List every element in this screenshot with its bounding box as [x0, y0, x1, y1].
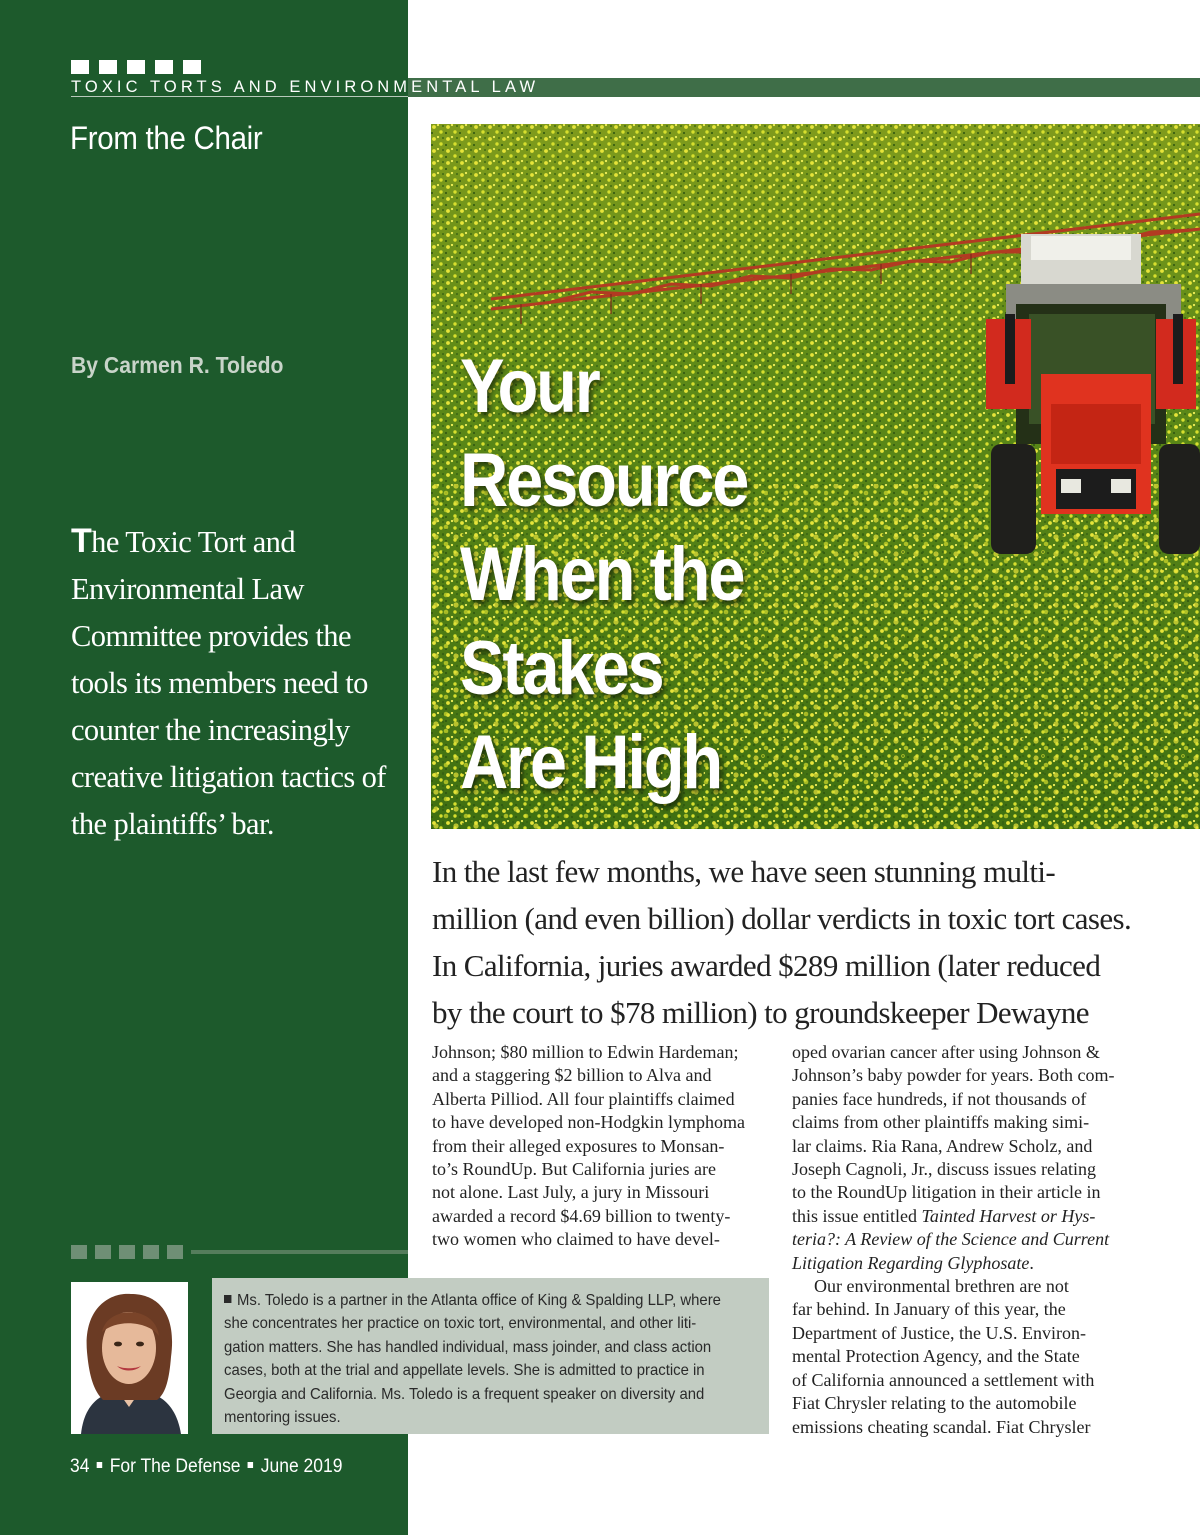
body-line: to the RoundUp litigation in their article in: [792, 1182, 1101, 1203]
headline-line: Your: [460, 344, 599, 429]
body-line: oped ovarian cancer after using Johnson &: [792, 1042, 1100, 1062]
separator-square-icon: [97, 1462, 103, 1468]
body-line: Department of Justice, the U.S. Environ-: [792, 1322, 1086, 1343]
body-line: not alone. Last July, a jury in Missouri: [432, 1182, 710, 1203]
article-title: Litigation Regarding Glyphosate: [792, 1252, 1030, 1273]
article-title: Tainted Harvest or Hys-: [921, 1205, 1096, 1226]
body-text: .: [1029, 1252, 1034, 1273]
body-line: from their alleged exposures to Monsan-: [432, 1135, 725, 1156]
article-title: teria?: A Review of the Science and Current: [792, 1229, 1110, 1250]
body-line: of California announced a settlement with: [792, 1369, 1095, 1390]
drop-cap: T: [71, 522, 92, 560]
column-title: From the Chair: [70, 120, 263, 156]
bio-line: she concentrates her practice on toxic tort, environmental, and other liti-: [224, 1315, 697, 1333]
headline: [460, 340, 777, 810]
body-column-2: [792, 1041, 1130, 1439]
headline-line: Are High: [460, 720, 722, 805]
body-line: [792, 1228, 1130, 1251]
lede-line: by the court to $78 million) to groundskeeper Dewayne: [432, 995, 1089, 1030]
issue-date: June 2019: [260, 1456, 343, 1477]
publication-name: For The Defense: [109, 1456, 241, 1477]
body-line: [792, 1252, 1130, 1275]
bio-line: [224, 1289, 720, 1312]
section-label: TOXIC TORTS AND ENVIRONMENTAL LAW: [71, 78, 540, 96]
page-footer: [70, 1456, 342, 1478]
body-line: mental Protection Agency, and the State: [792, 1346, 1080, 1367]
body-line: claims from other plaintiffs making simi-: [792, 1112, 1090, 1133]
body-line: Joseph Cagnoli, Jr., discuss issues relating: [792, 1159, 1096, 1180]
body-line: Alberta Pilliod. All four plaintiffs claimed: [432, 1088, 735, 1109]
page-number: 34: [70, 1456, 90, 1477]
bullet-square-icon: [224, 1295, 231, 1303]
bio-line: mentoring issues.: [224, 1409, 341, 1427]
author-bio-box: [212, 1278, 769, 1434]
headline-line: When the: [460, 532, 744, 617]
bio-line: Georgia and California. Ms. Toledo is a frequent speaker on diversity and: [224, 1385, 705, 1403]
bio-rule: [191, 1250, 408, 1254]
body-line: [792, 1205, 1130, 1228]
lede-line: In California, juries awarded $289 million (later reduced: [432, 948, 1101, 983]
lede-paragraph: [432, 848, 1152, 1036]
body-line: Fiat Chrysler relating to the automobile: [792, 1393, 1077, 1414]
section-marker-squares: [71, 60, 201, 74]
headline-line: Resource: [460, 438, 748, 523]
body-text: this issue entitled: [792, 1205, 922, 1226]
bio-line: cases, both at the trial and appellate levels. She is admitted to practice in: [224, 1362, 705, 1380]
body-line: and a staggering $2 billion to Alva and: [432, 1065, 712, 1086]
separator-square-icon: [248, 1462, 254, 1468]
body-line: awarded a record $4.69 billion to twenty-: [432, 1205, 731, 1226]
headline-line: Stakes: [460, 626, 663, 711]
pull-quote: [71, 518, 391, 848]
body-line: panies face hundreds, if not thousands of: [792, 1088, 1087, 1109]
bio-marker-squares: [71, 1245, 183, 1259]
body-column-1: [432, 1041, 770, 1252]
byline: By Carmen R. Toledo: [71, 352, 284, 378]
body-line: emissions cheating scandal. Fiat Chrysler: [792, 1416, 1091, 1437]
bio-text: Ms. Toledo is a partner in the Atlanta office of King & Spalding LLP, where: [237, 1292, 721, 1309]
bio-line: gation matters. She has handled individual, mass joinder, and class action: [224, 1338, 712, 1356]
body-line: two women who claimed to have devel-: [432, 1229, 720, 1250]
author-headshot: [71, 1282, 188, 1434]
body-line: Our environmental brethren are not: [814, 1276, 1069, 1297]
lede-line: million (and even billion) dollar verdicts in toxic tort cases.: [432, 901, 1132, 936]
body-line: lar claims. Ria Rana, Andrew Scholz, and: [792, 1135, 1093, 1156]
body-line: far behind. In January of this year, the: [792, 1299, 1066, 1320]
pull-quote-text: he Toxic Tort and Environmental Law Committee provides the tools its members need to counter the increasingly creative litigation tactics of the plaintiffs’ bar.: [71, 525, 386, 841]
body-line: Johnson’s baby powder for years. Both com-: [792, 1065, 1115, 1086]
body-line: to’s RoundUp. But California juries are: [432, 1159, 716, 1180]
body-line: to have developed non-Hodgkin lymphoma: [432, 1112, 745, 1133]
lede-line: In the last few months, we have seen stunning multi-: [432, 854, 1056, 889]
body-line: Johnson; $80 million to Edwin Hardeman;: [432, 1042, 739, 1062]
